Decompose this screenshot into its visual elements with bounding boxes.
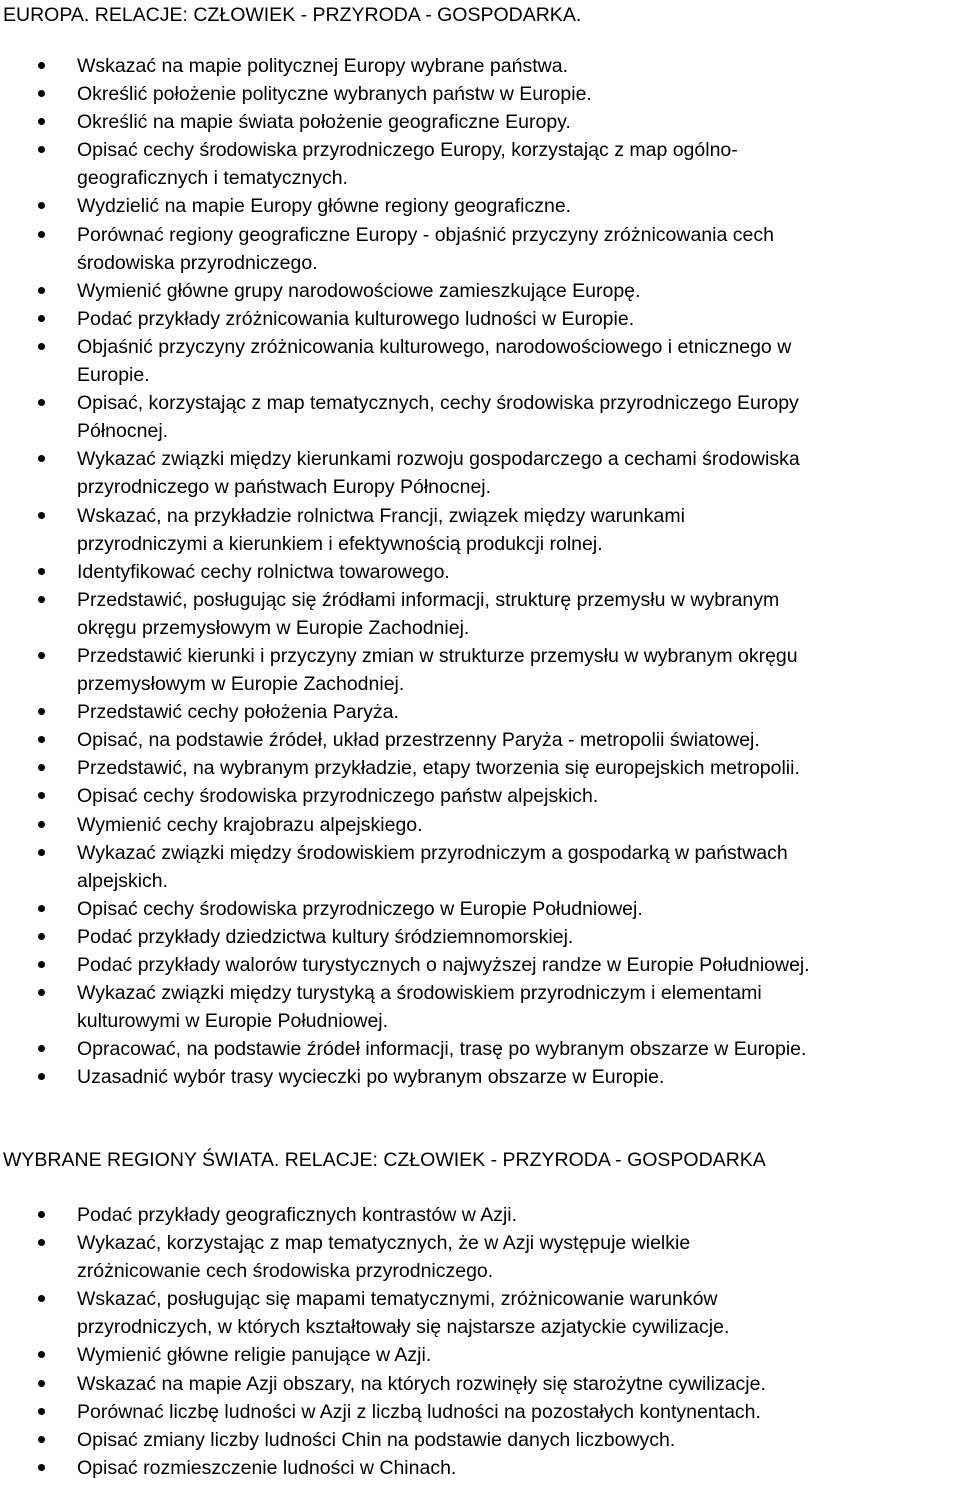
list-item-text: Wskazać na mapie Azji obszary, na których rozwinęły się starożytne cywilizacje. <box>77 1372 766 1395</box>
list-item-text: Wykazać związki między kierunkami rozwoju gospodarczego a cechami środowiska <box>77 448 800 471</box>
list-item-text: kulturowymi w Europie Południowej. <box>77 1010 389 1033</box>
list-item <box>0 586 960 642</box>
list-item-text: Podać przykłady zróżnicowania kulturowego ludności w Europie. <box>77 307 635 330</box>
bullet-icon <box>38 287 45 294</box>
list-item-text: Wskazać, posługując się mapami tematycznymi, zróżnicowanie warunków <box>77 1288 718 1311</box>
bullet-icon <box>38 399 45 406</box>
list-item <box>0 1341 960 1369</box>
bullet-icon <box>38 596 45 603</box>
list-item <box>0 221 960 277</box>
list-item <box>0 558 960 586</box>
list-item-text: Wskazać, na przykładzie rolnictwa Francji, związek między warunkami <box>77 504 685 527</box>
list-item <box>0 1201 960 1229</box>
bullet-icon <box>38 1045 45 1052</box>
list-item-text: Wykazać związki między środowiskiem przyrodniczym a gospodarką w państwach <box>77 841 788 864</box>
bullet-icon <box>38 1380 45 1387</box>
list-item <box>0 1370 960 1398</box>
list-item-text: przyrodniczego w państwach Europy Północnej. <box>77 476 492 499</box>
list-item <box>0 192 960 220</box>
list-item <box>0 277 960 305</box>
list-item <box>0 1229 960 1285</box>
list-item <box>0 782 960 810</box>
list-item-text: Opisać cechy środowiska przyrodniczego w Europie Południowej. <box>77 897 643 920</box>
list-item-text: Określić położenie polityczne wybranych państw w Europie. <box>77 83 592 106</box>
list-item-text: przemysłowym w Europie Zachodniej. <box>77 673 405 696</box>
list-item-text: Opisać rozmieszczenie ludności w Chinach. <box>77 1456 457 1479</box>
bullet-icon <box>38 849 45 856</box>
list-item-text: Wymienić cechy krajobrazu alpejskiego. <box>77 813 423 836</box>
list-item <box>0 1454 960 1482</box>
bullet-icon <box>38 1211 45 1218</box>
list-item-text: Opisać zmiany liczby ludności Chin na podstawie danych liczbowych. <box>77 1428 676 1451</box>
list-item <box>0 1285 960 1341</box>
bullet-icon <box>38 231 45 238</box>
list-item-text: Wymienić główne grupy narodowościowe zamieszkujące Europę. <box>77 279 641 302</box>
list-item-text: Opisać, na podstawie źródeł, układ przestrzenny Paryża - metropolii światowej. <box>77 729 760 752</box>
section-title-europe: EUROPA. RELACJE: CZŁOWIEK - PRZYRODA - GOSPODARKA. <box>3 4 582 26</box>
bullet-icon <box>38 905 45 912</box>
list-item <box>0 1063 960 1091</box>
bullet-icon <box>38 933 45 940</box>
list-item-text: Objaśnić przyczyny zróżnicowania kulturowego, narodowościowego i etnicznego w <box>77 335 792 358</box>
list-item-text: Uzasadnić wybór trasy wycieczki po wybranym obszarze w Europie. <box>77 1066 665 1089</box>
bullet-icon <box>38 1464 45 1471</box>
list-item-text: Podać przykłady dziedzictwa kultury śródziemnomorskiej. <box>77 925 574 948</box>
list-item <box>0 445 960 501</box>
bullet-icon <box>38 764 45 771</box>
bullet-icon <box>38 455 45 462</box>
list-item <box>0 754 960 782</box>
list-item-text: Przedstawić cechy położenia Paryża. <box>77 701 399 724</box>
bullet-icon <box>38 202 45 209</box>
bullet-icon <box>38 62 45 69</box>
list-item-text: Wskazać na mapie politycznej Europy wybrane państwa. <box>77 55 568 77</box>
list-item-text: środowiska przyrodniczego. <box>77 251 318 274</box>
bullet-icon <box>38 821 45 828</box>
list-item <box>0 333 960 389</box>
list-item-text: Wykazać, korzystając z map tematycznych, że w Azji występuje wielkie <box>77 1232 691 1255</box>
list-item-text: Przedstawić, posługując się źródłami informacji, strukturę przemysłu w wybranym <box>77 588 780 611</box>
bullet-icon <box>38 652 45 659</box>
list-item-text: Opisać, korzystając z map tematycznych, cechy środowiska przyrodniczego Europy <box>77 392 799 415</box>
list-item <box>0 1426 960 1454</box>
list-item-text: Północnej. <box>77 420 169 443</box>
list-item-text: Identyfikować cechy rolnictwa towarowego. <box>77 560 450 583</box>
list-item <box>0 1035 960 1063</box>
bullet-icon <box>38 146 45 153</box>
bullet-icon <box>38 1436 45 1443</box>
list-item-text: Przedstawić, na wybranym przykładzie, etapy tworzenia się europejskich metropolii. <box>77 757 800 780</box>
list-item-text: Wydzielić na mapie Europy główne regiony geograficzne. <box>77 195 572 218</box>
list-item <box>0 698 960 726</box>
list-item <box>0 895 960 923</box>
world-regions-objectives-list <box>0 1201 960 1482</box>
list-item-text: Wykazać związki między turystyką a środowiskiem przyrodniczym i elementami <box>77 982 762 1005</box>
list-item-text: Porównać regiony geograficzne Europy - objaśnić przyczyny zróżnicowania cech <box>77 223 774 246</box>
bullet-icon <box>38 792 45 799</box>
bullet-icon <box>38 961 45 968</box>
section-title-world-regions: WYBRANE REGIONY ŚWIATA. RELACJE: CZŁOWIEK - PRZYRODA - GOSPODARKA <box>3 1149 766 1171</box>
list-item <box>0 136 960 192</box>
bullet-icon <box>38 568 45 575</box>
list-item-text: geograficznych i tematycznych. <box>77 167 348 190</box>
bullet-icon <box>38 1295 45 1302</box>
list-item <box>0 811 960 839</box>
list-item <box>0 502 960 558</box>
list-item-text: alpejskich. <box>77 869 169 892</box>
list-item <box>0 389 960 445</box>
bullet-icon <box>38 736 45 743</box>
list-item-text: Porównać liczbę ludności w Azji z liczbą ludności na pozostałych kontynentach. <box>77 1400 761 1423</box>
list-item <box>0 642 960 698</box>
list-item-text: Opracować, na podstawie źródeł informacji, trasę po wybranym obszarze w Europie. <box>77 1038 807 1061</box>
bullet-icon <box>38 1073 45 1080</box>
bullet-icon <box>38 90 45 97</box>
list-item-text: przyrodniczych, w których kształtowały się najstarsze azjatyckie cywilizacje. <box>77 1316 730 1339</box>
bullet-icon <box>38 1408 45 1415</box>
bullet-icon <box>38 708 45 715</box>
list-item <box>0 979 960 1035</box>
list-item-text: Europie. <box>77 364 150 387</box>
bullet-icon <box>38 118 45 125</box>
bullet-icon <box>38 1239 45 1246</box>
list-item-text: przyrodniczymi a kierunkiem i efektywnością produkcji rolnej. <box>77 532 603 555</box>
list-item <box>0 839 960 895</box>
list-item <box>0 951 960 979</box>
list-item <box>0 108 960 136</box>
list-item-text: Podać przykłady geograficznych kontrastów w Azji. <box>77 1204 518 1226</box>
bullet-icon <box>38 1351 45 1358</box>
europe-objectives-list <box>0 52 960 1091</box>
list-item <box>0 305 960 333</box>
bullet-icon <box>38 315 45 322</box>
list-item-text: Podać przykłady walorów turystycznych o najwyższej randze w Europie Południowej. <box>77 954 810 976</box>
list-item <box>0 726 960 754</box>
list-item <box>0 52 960 80</box>
list-item-text: zróżnicowanie cech środowiska przyrodniczego. <box>77 1260 494 1283</box>
list-item-text: Wymienić główne religie panujące w Azji. <box>77 1344 432 1367</box>
bullet-icon <box>38 512 45 519</box>
list-item-text: okręgu przemysłowym w Europie Zachodniej. <box>77 616 470 639</box>
list-item <box>0 80 960 108</box>
list-item-text: Określić na mapie świata położenie geograficzne Europy. <box>77 111 571 134</box>
bullet-icon <box>38 989 45 996</box>
list-item <box>0 1398 960 1426</box>
bullet-icon <box>38 343 45 350</box>
list-item-text: Przedstawić kierunki i przyczyny zmian w strukturze przemysłu w wybranym okręgu <box>77 644 798 667</box>
list-item <box>0 923 960 951</box>
list-item-text: Opisać cechy środowiska przyrodniczego państw alpejskich. <box>77 785 599 808</box>
list-item-text: Opisać cechy środowiska przyrodniczego Europy, korzystając z map ogólno- <box>77 139 738 162</box>
